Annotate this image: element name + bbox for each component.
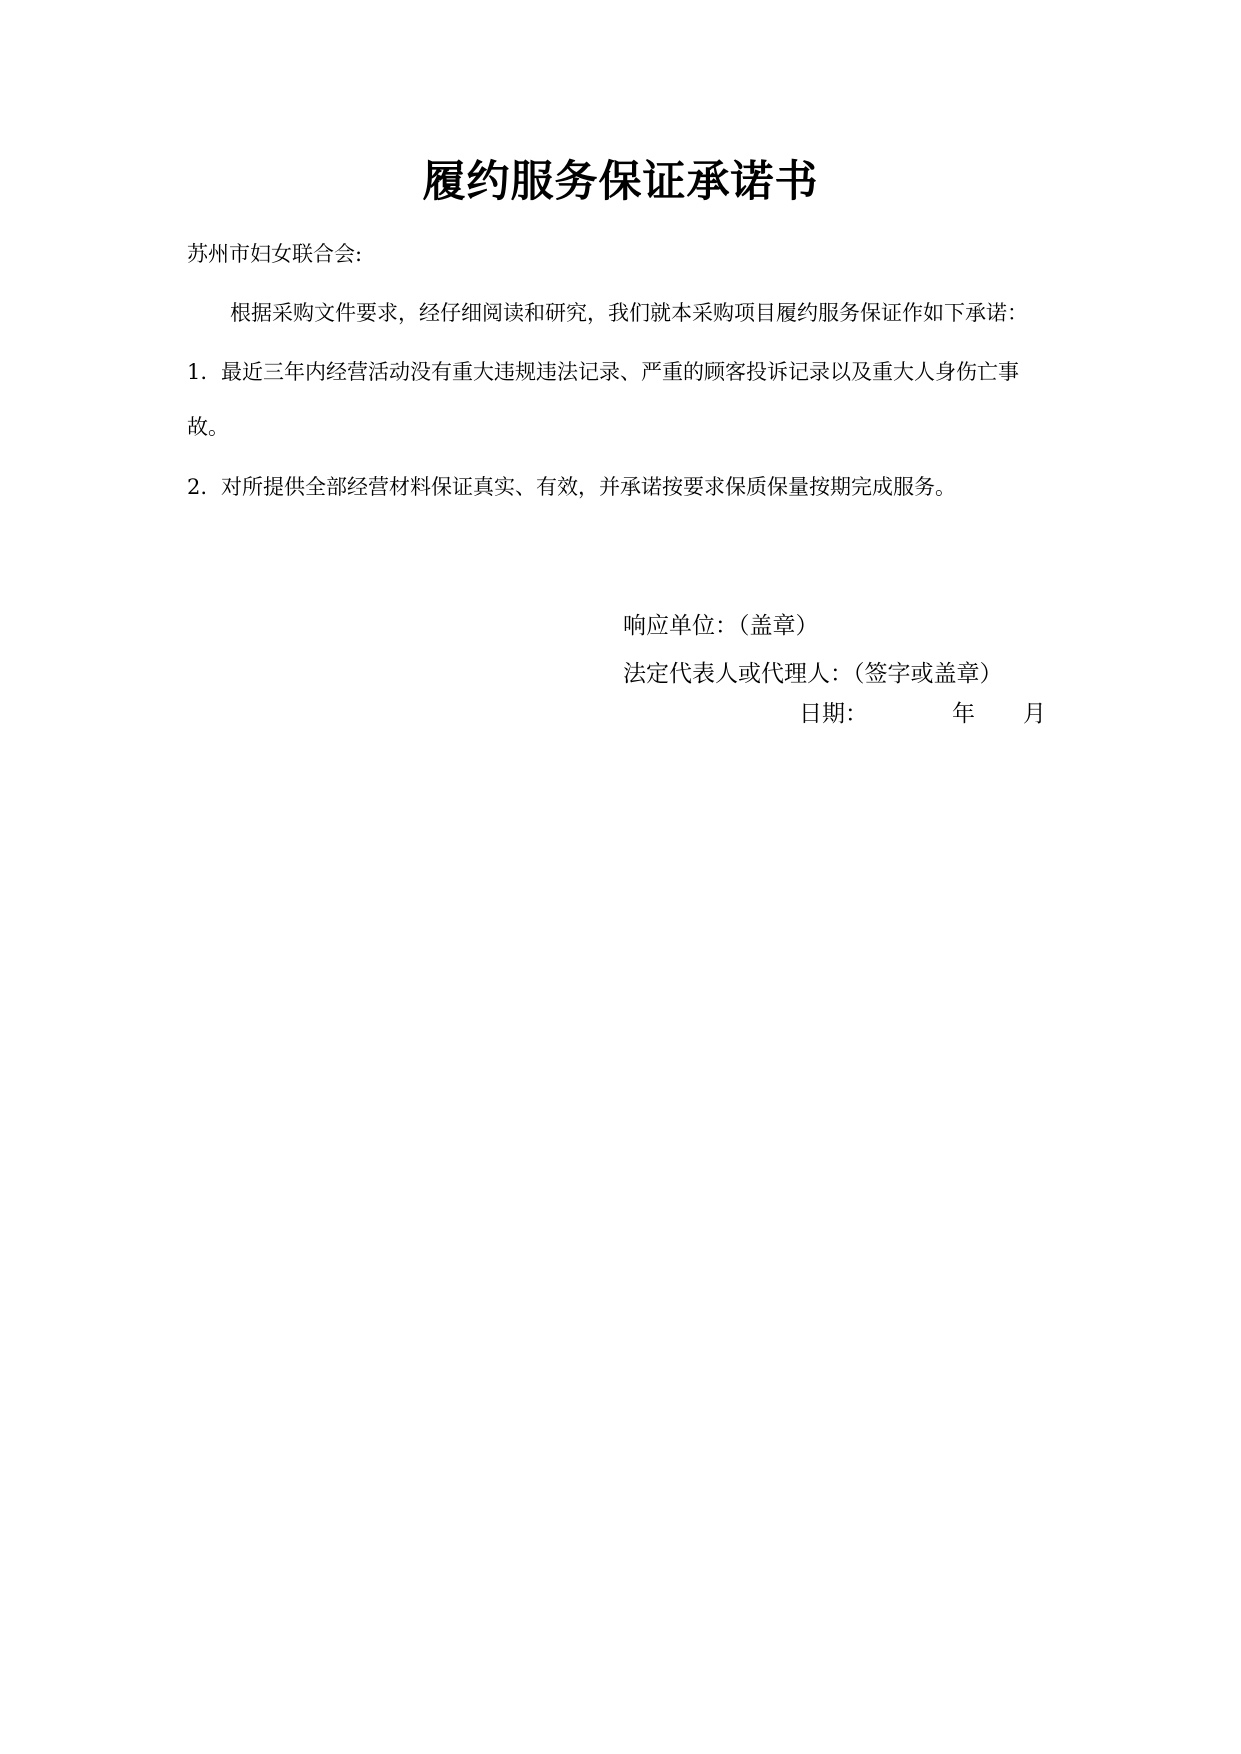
- intro-paragraph: 根据采购文件要求，经仔细阅读和研究，我们就本采购项目履约服务保证作如下承诺：: [230, 301, 1028, 325]
- item-number: 2.: [187, 475, 208, 499]
- signature-unit: 响应单位：（盖章）: [623, 613, 819, 639]
- commitment-item-1: [187, 357, 1019, 387]
- date-label: 日期：: [799, 701, 868, 727]
- item-text: 对所提供全部经营材料保证真实、有效，并承诺按要求保质保量按期完成服务。: [221, 475, 956, 499]
- year-label: 年: [952, 701, 975, 727]
- recipient: 苏州市妇女联合会:: [187, 242, 363, 266]
- commitment-item-2: [187, 472, 956, 502]
- item-text: 最近三年内经营活动没有重大违规违法记录、严重的顾客投诉记录以及重大人身伤亡事: [221, 360, 1019, 384]
- commitment-item-1-continuation: 故。: [187, 415, 229, 439]
- item-number: 1.: [187, 360, 208, 384]
- document-title: 履约服务保证承诺书: [422, 157, 819, 207]
- signature-representative: 法定代表人或代理人：（签字或盖章）: [623, 661, 1003, 687]
- signature-date: [799, 698, 1046, 730]
- month-label: 月: [1023, 701, 1046, 727]
